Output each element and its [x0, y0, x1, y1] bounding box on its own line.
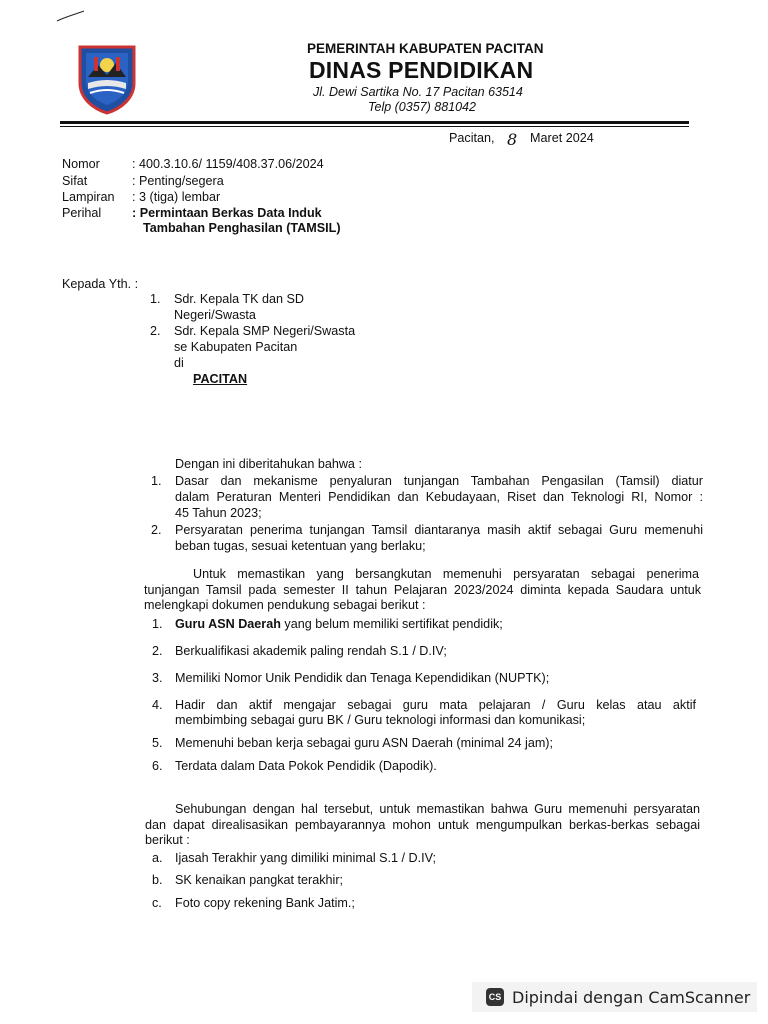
req-4-line2: membimbing sebagai guru BK / Guru teknologi informasi dan komunikasi; [175, 713, 586, 727]
doc-c-letter: c. [152, 896, 162, 910]
req-4-line1: Hadir dan aktif mengajar sebagai guru mata pelajaran / Guru kelas atau aktif [175, 698, 696, 712]
letter-date-day: 8 [507, 130, 518, 149]
sifat-value: : Penting/segera [132, 174, 224, 188]
req-6-number: 6. [152, 759, 163, 773]
doc-c: Foto copy rekening Bank Jatim.; [175, 896, 355, 910]
doc-b: SK kenaikan pangkat terakhir; [175, 873, 344, 887]
addressee-1-line1: Sdr. Kepala TK dan SD [174, 292, 304, 306]
addressee-di: di [174, 356, 184, 370]
nomor-value: : 400.3.10.6/ 1159/408.37.06/2024 [132, 157, 324, 171]
addressee-2-line1: Sdr. Kepala SMP Negeri/Swasta [174, 324, 356, 338]
sifat-label: Sifat [62, 174, 88, 188]
para2-line3: melengkapi dokumen pendukung sebagai berikut : [144, 598, 426, 612]
doc-a: Ijasah Terakhir yang dimiliki minimal S.1 / D.IV; [175, 851, 437, 865]
pen-mark [55, 8, 87, 24]
doc-b-letter: b. [152, 873, 163, 887]
lampiran-value: : 3 (tiga) lembar [132, 190, 221, 204]
point-2-number: 2. [151, 523, 162, 537]
req-3: Memiliki Nomor Unik Pendidik dan Tenaga Kependidikan (NUPTK); [175, 671, 550, 685]
addressee-number-2: 2. [150, 324, 161, 338]
letterhead-phone: Telp (0357) 881042 [368, 100, 476, 114]
letterhead-agency: DINAS PENDIDIKAN [309, 57, 534, 83]
para2-line2: tunjangan Tamsil pada semester II tahun Pelajaran 2023/2024 diminta kepada Saudara untuk [144, 583, 701, 597]
point-1-line2: dalam Peraturan Menteri Pendidikan dan Kebudayaan, Riset dan Teknologi RI, Nomor : [175, 490, 703, 504]
addressee-place: PACITAN [193, 372, 248, 386]
req-1 [175, 616, 503, 632]
req-3-number: 3. [152, 671, 163, 685]
camscanner-watermark [472, 982, 757, 1012]
perihal-label: Perihal [62, 206, 102, 220]
req-6: Terdata dalam Data Pokok Pendidik (Dapodik). [175, 759, 437, 773]
req-2-number: 2. [152, 644, 163, 658]
addressee-2-line2: se Kabupaten Pacitan [174, 340, 298, 354]
camscanner-text: Dipindai dengan CamScanner [512, 987, 751, 1007]
para2-line1: Untuk memastikan yang bersangkutan memenuhi persyaratan sebagai penerima [193, 567, 699, 581]
addressee-1-line2: Negeri/Swasta [174, 308, 256, 322]
addressee-heading: Kepada Yth. : [62, 277, 139, 291]
addressee-number-1: 1. [150, 292, 161, 306]
nomor-label: Nomor [62, 157, 100, 171]
point-1-line1: Dasar dan mekanisme penyaluran tunjangan Tambahan Pengasilan (Tamsil) diatur [175, 474, 703, 488]
req-1-bold: Guru ASN Daerah [175, 617, 281, 631]
point-2-line2: beban tugas, sesuai ketentuan yang berlaku; [175, 539, 426, 553]
letterhead-rule-thin [60, 126, 689, 127]
req-5: Memenuhi beban kerja sebagai guru ASN Daerah (minimal 24 jam); [175, 736, 554, 750]
camscanner-logo-icon: CS [486, 988, 504, 1006]
letterhead-address: Jl. Dewi Sartika No. 17 Pacitan 63514 [313, 85, 523, 99]
lampiran-label: Lampiran [62, 190, 115, 204]
req-2: Berkualifikasi akademik paling rendah S.1 / D.IV; [175, 644, 447, 658]
letter-date-city: Pacitan, [449, 131, 495, 145]
para3-line3: berikut : [145, 833, 190, 847]
perihal-value-line2: Tambahan Penghasilan (TAMSIL) [143, 221, 341, 235]
point-1-number: 1. [151, 474, 162, 488]
regency-emblem-icon [74, 43, 140, 115]
req-1-number: 1. [152, 617, 163, 631]
letterhead-government: PEMERINTAH KABUPATEN PACITAN [307, 41, 544, 56]
letter-date-month: Maret 2024 [530, 131, 594, 145]
point-2-line1: Persyaratan penerima tunjangan Tamsil diantaranya masih aktif sebagai Guru memenuhi [175, 523, 703, 537]
perihal-value-line1: : Permintaan Berkas Data Induk [132, 206, 322, 220]
doc-a-letter: a. [152, 851, 163, 865]
letterhead-rule-thick [60, 121, 689, 124]
req-1-rest: yang belum memiliki sertifikat pendidik; [280, 617, 503, 631]
req-5-number: 5. [152, 736, 163, 750]
req-4-number: 4. [152, 698, 163, 712]
para3-line2: dan dapat direalisasikan pembayarannya mohon untuk mengumpulkan berkas-berkas sebagai [145, 818, 700, 832]
para3-line1: Sehubungan dengan hal tersebut, untuk memastikan bahwa Guru memenuhi persyaratan [175, 802, 700, 816]
point-1-line3: 45 Tahun 2023; [175, 506, 262, 520]
body-intro: Dengan ini diberitahukan bahwa : [175, 457, 362, 471]
